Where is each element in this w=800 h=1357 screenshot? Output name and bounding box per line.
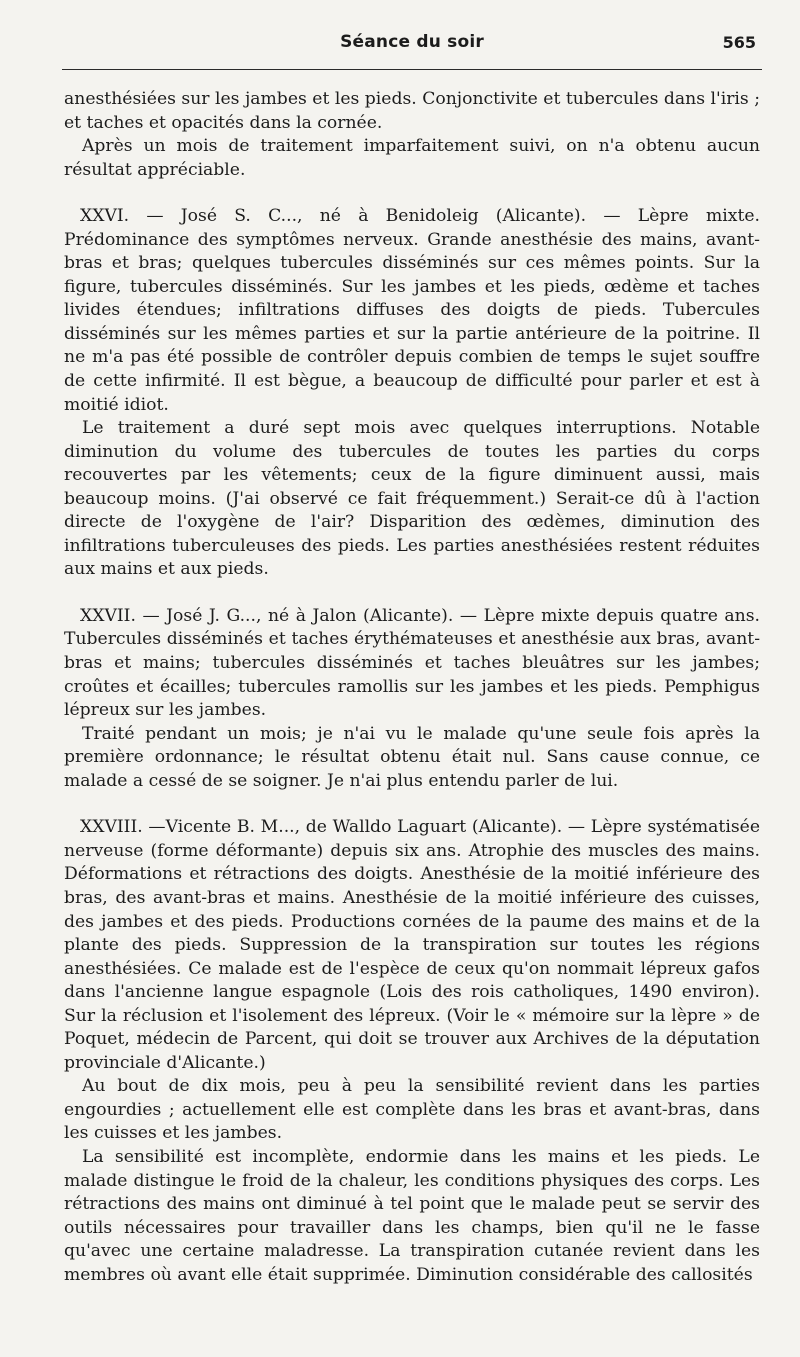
header-rule: [62, 69, 762, 70]
section-gap: [64, 182, 760, 205]
running-head: Séance du soir: [340, 32, 484, 52]
section-gap: [64, 793, 760, 816]
paragraph: Le traitement a duré sept mois avec quelques interruptions. Notable diminution du volume des tubercules de toutes les parties du corps recouvertes par les vêtements; ceux de la figure diminuent aussi, mais beaucoup moins. (J'ai observé ce fait fréquemment.) Serait-ce dû à l'action directe de l'oxygène de l'air? Disparition des œdèmes, diminution des infiltrations tuberculeuses des pieds. Les parties anesthésiées restent réduites aux mains et aux pieds.: [64, 418, 760, 580]
case-entry-xxviii: XXVIII. —Vicente B. M..., de Walldo Laguart (Alicante). — Lèpre systématisée nerveuse (forme déformante) depuis six ans. Atrophie des muscles des mains. Déformations et rétractions des doigts. Anesthésie de la moitié inférieure des bras, des avant-bras et mains. Anesthésie de la moitié inférieure des cuisses, des jambes et des pieds. Productions cornées de la paume des mains et de la plante des pieds. Suppression de la transpiration sur toutes les régions anesthésiées. Ce malade est de l'espèce de ceux qu'on nommait lépreux gafos dans l'ancienne langue espagnole (Lois des rois catholiques, 1490 environ). Sur la réclusion et l'isolement des lépreux. (Voir le « mémoire sur la lèpre » de Poquet, médecin de Parcent, qui doit se trouver aux Archives de la députation provinciale d'Alicante.): [64, 817, 760, 1073]
body-text: [64, 88, 760, 1287]
page-number: 565: [722, 33, 756, 52]
page-header: [64, 30, 760, 60]
paragraph: La sensibilité est incomplète, endormie dans les mains et les pieds. Le malade distingue le froid de la chaleur, les conditions physiques des corps. Les rétractions des mains ont diminué à tel point que le malade peut se servir des outils nécessaires pour travailler dans les champs, bien qu'il ne le fasse qu'avec une certaine maladresse. La transpiration cutanée revient dans les membres où avant elle était supprimée. Diminution considérable des callosités: [64, 1146, 760, 1285]
section-gap: [64, 582, 760, 605]
paragraph: Traité pendant un mois; je n'ai vu le malade qu'une seule fois après la première ordonnance; le résultat obtenu était nul. Sans cause connue, ce malade a cessé de se soigner. Je n'ai plus entendu parler de lui.: [64, 723, 760, 791]
paragraph-continuation: anesthésiées sur les jambes et les pieds. Conjonctivite et tubercules dans l'iris ; et taches et opacités dans la cornée.: [64, 89, 760, 133]
paragraph: Après un mois de traitement imparfaitement suivi, on n'a obtenu aucun résultat appréciable.: [64, 136, 760, 180]
case-entry-xxvi: XXVI. — José S. C..., né à Benidoleig (Alicante). — Lèpre mixte. Prédominance des symptômes nerveux. Grande anesthésie des mains, avant-bras et bras; quelques tubercules disséminés sur ces mêmes points. Sur la figure, tubercules disséminés. Sur les jambes et les pieds, œdème et taches livides étendues; infiltrations diffuses des doigts de pieds. Tubercules disséminés sur les mêmes parties et sur la partie antérieure de la poitrine. Il ne m'a pas été possible de contrôler depuis combien de temps le sujet souffre de cette infirmité. Il est bègue, a beaucoup de difficulté pour parler et est à moitié idiot.: [64, 206, 760, 415]
paragraph: Au bout de dix mois, peu à peu la sensibilité revient dans les parties engourdies ; actuellement elle est complète dans les bras et avant-bras, dans les cuisses et les jambes.: [64, 1076, 760, 1144]
case-entry-xxvii: XXVII. — José J. G..., né à Jalon (Alicante). — Lèpre mixte depuis quatre ans. Tubercules disséminés et taches érythémateuses et anesthésie aux bras, avant-bras et mains; tubercules disséminés et taches bleuâtres sur les jambes; croûtes et écailles; tubercules ramollis sur les jambes et les pieds. Pemphigus lépreux sur les jambes.: [64, 605, 760, 721]
